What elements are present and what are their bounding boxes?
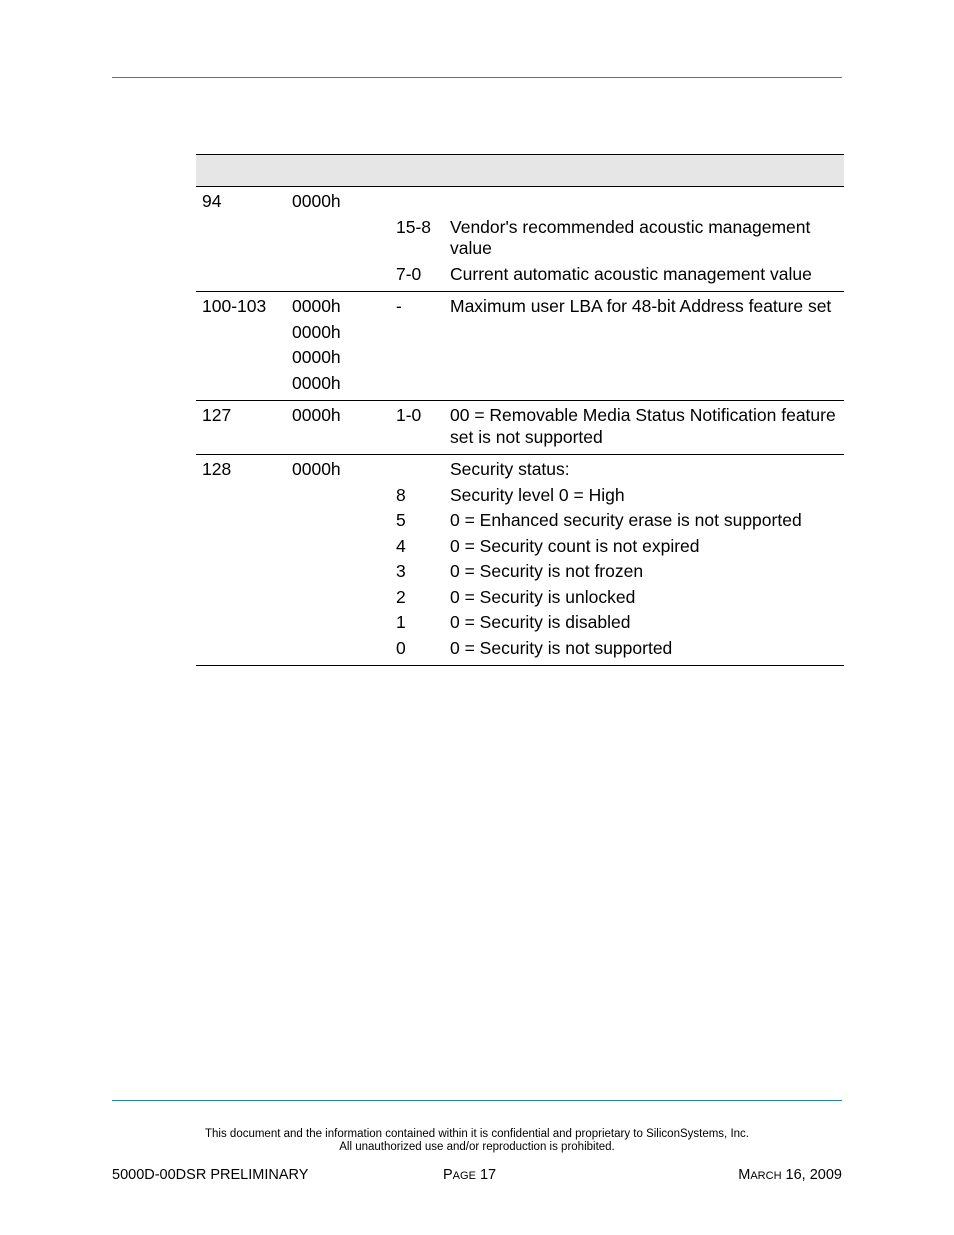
table-row: [196, 369, 844, 401]
cell-value: [286, 557, 390, 583]
confidentiality-line-1: This document and the information contained within it is confidential and proprietary to SiliconSystems, Inc.: [205, 1128, 749, 1140]
header-bits: [390, 155, 450, 187]
header-word: [196, 155, 286, 187]
confidentiality-notice: [0, 1128, 954, 1154]
cell-value: 0000h: [292, 347, 341, 367]
cell-word: [196, 557, 286, 583]
page-indicator: [443, 1166, 496, 1185]
table-row: [196, 557, 844, 583]
cell-description: 0 = Security is disabled: [450, 612, 631, 632]
cell-word: 128: [202, 459, 232, 479]
cell-value: [286, 583, 390, 609]
table-row: [196, 481, 844, 507]
cell-value: 0000h: [292, 372, 341, 393]
cell-word: [196, 318, 286, 344]
date-day-year: 16, 2009: [785, 1167, 842, 1183]
cell-description: 0 = Security is not frozen: [450, 561, 644, 581]
cell-bits: [390, 369, 450, 401]
cell-description: Maximum user LBA for 48-bit Address feature set: [450, 296, 832, 316]
cell-bits: 8: [396, 484, 406, 505]
table-row: [196, 583, 844, 609]
table-row: [196, 401, 844, 455]
table-row: [196, 318, 844, 344]
cell-word: [196, 369, 286, 401]
cell-value: [286, 608, 390, 634]
page-number: 17: [479, 1167, 497, 1183]
cell-word: [196, 608, 286, 634]
cell-value: [286, 634, 390, 666]
cell-value: [286, 481, 390, 507]
cell-word: 94: [202, 191, 222, 211]
cell-bits: [390, 455, 450, 481]
cell-bits: 3: [396, 561, 406, 581]
cell-value: 0000h: [292, 405, 341, 425]
cell-bits: 7-0: [396, 263, 422, 284]
cell-bits: 1-0: [396, 405, 422, 425]
cell-description: Current automatic acoustic management value: [450, 263, 812, 284]
cell-description: [450, 318, 844, 344]
cell-value: [286, 260, 390, 292]
confidentiality-line-2: All unauthorized use and/or reproduction is prohibited.: [339, 1141, 615, 1153]
cell-value: [286, 213, 390, 260]
page-label-rest: AGE: [452, 1170, 476, 1182]
header-rule: [112, 77, 842, 78]
cell-bits: 1: [396, 612, 406, 632]
table-row: [196, 292, 844, 318]
table-row: [196, 634, 844, 666]
table-row: [196, 260, 844, 292]
identify-device-table: [196, 154, 844, 666]
page-label-initial: P: [443, 1167, 453, 1183]
table-group-word-128: [196, 455, 844, 666]
cell-bits: 15-8: [396, 216, 432, 237]
cell-description: Security status:: [450, 459, 570, 479]
cell-bits: -: [396, 296, 402, 316]
cell-word: [196, 213, 286, 260]
cell-word: [196, 260, 286, 292]
cell-description: Security level 0 = High: [450, 484, 625, 505]
document-id: 5000D-00DSR PRELIMINARY: [112, 1167, 309, 1183]
cell-description: Vendor's recommended acoustic management value: [450, 216, 811, 258]
date-month-rest: ARCH: [750, 1170, 782, 1182]
cell-word: [196, 481, 286, 507]
table-row: [196, 532, 844, 558]
table-row: [196, 608, 844, 634]
header-description: [450, 155, 844, 187]
cell-bits: 0: [396, 637, 406, 658]
cell-bits: [390, 343, 450, 369]
table-row: [196, 455, 844, 481]
cell-bits: [390, 318, 450, 344]
table-header: [196, 155, 844, 187]
cell-description: 0 = Security is unlocked: [450, 586, 636, 607]
cell-word: [196, 506, 286, 532]
table-header-row: [196, 155, 844, 187]
cell-description: 0 = Enhanced security erase is not supported: [450, 510, 802, 530]
cell-word: [196, 583, 286, 609]
cell-value: [286, 532, 390, 558]
table-group-word-100-103: [196, 292, 844, 401]
cell-description: 0 = Security count is not expired: [450, 535, 700, 556]
cell-value: 0000h: [292, 459, 341, 479]
cell-word: 100-103: [202, 296, 267, 316]
cell-description: 0 = Security is not supported: [450, 637, 673, 658]
table-row: [196, 343, 844, 369]
cell-word: 127: [202, 405, 232, 425]
table-row: [196, 213, 844, 260]
cell-word: [196, 532, 286, 558]
cell-description: 00 = Removable Media Status Notification feature set is not supported: [450, 405, 836, 447]
cell-value: 0000h: [292, 191, 341, 211]
footer-rule: [112, 1100, 842, 1101]
date-month-initial: M: [738, 1167, 751, 1183]
table-group-word-94: [196, 187, 844, 292]
cell-bits: 4: [396, 535, 406, 556]
cell-bits: 5: [396, 510, 406, 530]
cell-value: 0000h: [292, 321, 341, 342]
header-value: [286, 155, 390, 187]
cell-value: [286, 506, 390, 532]
table-row: [196, 187, 844, 213]
cell-description: [450, 369, 844, 401]
cell-bits: 2: [396, 586, 406, 607]
table-row: [196, 506, 844, 532]
cell-bits: [390, 187, 450, 213]
cell-description: [450, 343, 844, 369]
table-group-word-127: [196, 401, 844, 455]
cell-word: [196, 343, 286, 369]
cell-value: 0000h: [292, 296, 341, 316]
cell-description: [450, 187, 844, 213]
cell-word: [196, 634, 286, 666]
document-date: [738, 1166, 842, 1185]
